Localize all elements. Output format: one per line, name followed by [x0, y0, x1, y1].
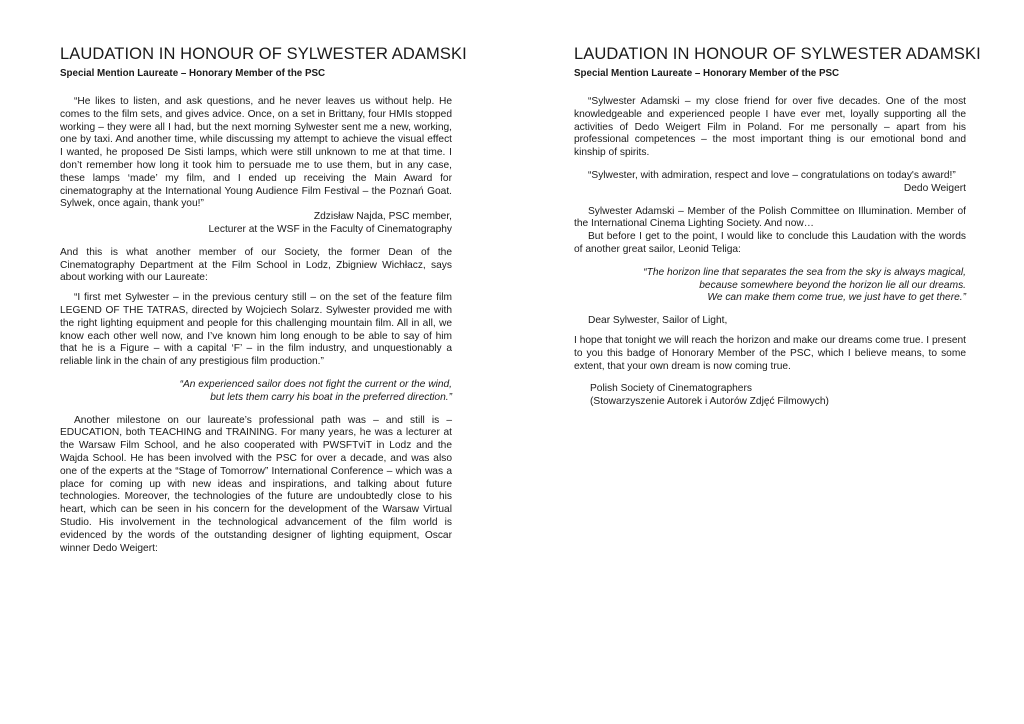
attribution-name: Zdzisław Najda, PSC member,	[313, 211, 452, 223]
teliga-quote-line: “The horizon line that separates the sea from the sky is always magical,	[643, 266, 966, 278]
signature-society-polish: (Stowarzyszenie Autorek i Autorów Zdjęć Filmowych)	[590, 396, 829, 408]
paragraph-memberships: Sylwester Adamski – Member of the Polish Committee on Illumination. Member of the International Cinema Lighting Society. And now…	[574, 205, 966, 230]
paragraph-education: Another milestone on our laureate’s professional path was – and still is – EDUCATION, both TEACHING and TRAINING. For many years, he was a lecturer at the Warsaw Film School, and he also cooperated with PWSFTviT in Lodz and the Wajda School. He has been involved with the PSC for over a decade, and was also one of the experts at the “Stage of Tomorrow” International Conference – which was a place for coming up with new ideas and inspirations, and talking about future technologies. Moreover, the technologies of the future are undoubtedly close to his heart, which can be seen in his concern for the development of the Warsaw Virtual Studio. His involvement in the technological advancement of the film world is evidenced by the words of the outstanding designer of lighting equipment, Oscar winner Dedo Weigert:	[60, 414, 452, 554]
salutation: Dear Sylwester, Sailor of Light,	[588, 315, 728, 327]
attribution-role: Lecturer at the WSF in the Faculty of Cinematography	[208, 223, 452, 235]
page-subtitle: Special Mention Laureate – Honorary Member of the PSC	[60, 68, 326, 79]
teliga-quote-line: We can make them come true, we just have to get there.”	[707, 292, 966, 304]
quote-najda: “He likes to listen, and ask questions, and he never leaves us without help. He comes to the film sets, and gives advice. Once, on a set in Brittany, four HMIs stopped working – they were all I had, but the next morning Sylwester sent me a new, working, one by taxi. And another time, while discussing my attempt to achieve the visual effect I wanted, he proposed De Sisti lamps, which were still unknown to me at that time. I don’t remember how long it took him to persuade me to use them, but in any case, these lamps ‘made’ my film, and I ended up receiving the Main Award for cinematography at the International Young Audience Film Festival – the Poznań Goat. Sylwek, once again, thank you!”	[60, 96, 452, 210]
quote-wichlacz: “I first met Sylwester – in the previous century still – on the set of the feature film LEGEND OF THE TATRAS, directed by Wojciech Solarz. Sylwester provided me with the right lighting equipment and people for this challenging mountain film. All in all, we know each other well now, and I’ve known him long enough to be able to say of him that he is a Figure – with a capital ‘F’ – in the film industry, and unquestionably a reliable link in the chain of any prestigious film production.”	[60, 292, 452, 368]
signature-weigert: Dedo Weigert	[903, 182, 966, 194]
signature-society: Polish Society of Cinematographers	[590, 383, 752, 395]
paragraph-intro-wichlacz: And this is what another member of our Society, the former Dean of the Cinematography Department at the Film School in Lodz, Zbigniew Wichłacz, says about working with our Laureate:	[60, 246, 452, 284]
left-page	[60, 0, 467, 724]
quote-weigert-congrats: “Sylwester, with admiration, respect and love – congratulations on today's award!”	[588, 169, 956, 181]
page-title: LAUDATION IN HONOUR OF SYLWESTER ADAMSKI	[60, 45, 467, 63]
page-subtitle: Special Mention Laureate – Honorary Member of the PSC	[574, 68, 840, 79]
paragraph-closing: I hope that tonight we will reach the horizon and make our dreams come true. I present to you this badge of Honorary Member of the PSC, which I believe means, to some extent, that your own dream is now coming true.	[574, 334, 966, 372]
paragraph-teliga-intro: But before I get to the point, I would like to conclude this Laudation with the words of another great sailor, Leonid Teliga:	[574, 231, 966, 255]
page-title: LAUDATION IN HONOUR OF SYLWESTER ADAMSKI	[574, 45, 981, 63]
page-body	[574, 96, 966, 409]
right-page	[574, 0, 981, 724]
sailor-quote-line: “An experienced sailor does not fight the current or the wind,	[179, 378, 452, 390]
page-body	[60, 96, 452, 555]
sailor-quote-line: but lets them carry his boat in the preferred direction.”	[210, 391, 452, 403]
quote-weigert: “Sylwester Adamski – my close friend for over five decades. One of the most knowledgeable and experienced people I have ever met, loyally supporting all the activities of Dedo Weigert Film in Poland. For me personally – apart from his professional competences – the most important thing is our emotional bond and kinship of spirits.	[574, 96, 966, 159]
teliga-quote-line: because somewhere beyond the horizon lie all our dreams.	[699, 279, 966, 291]
